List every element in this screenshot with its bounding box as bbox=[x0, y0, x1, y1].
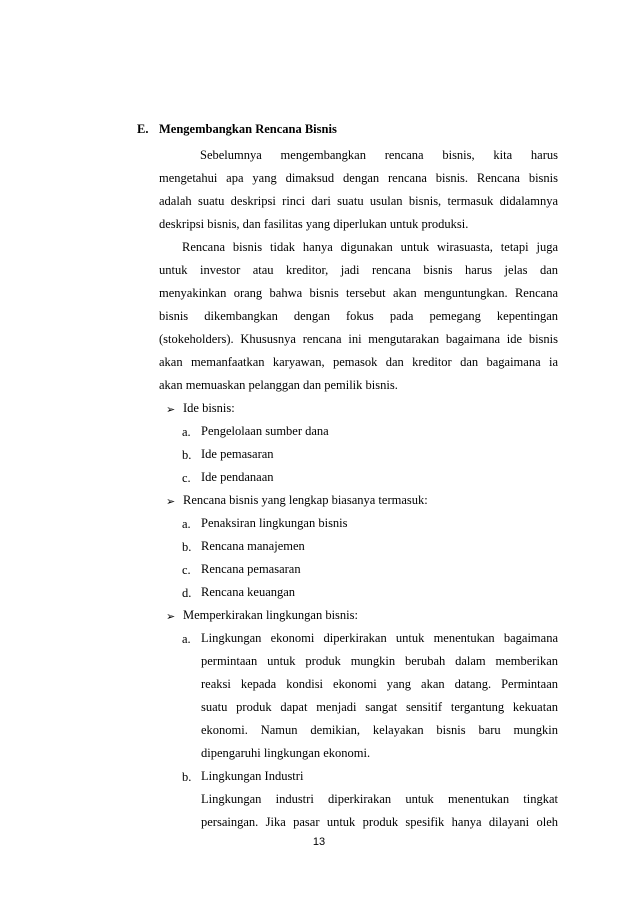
list-marker: b. bbox=[182, 540, 192, 554]
bullet-label: Rencana bisnis yang lengkap biasanya termasuk: bbox=[183, 493, 428, 507]
list-item: Ide pemasaran bbox=[201, 447, 274, 461]
list-marker: b. bbox=[182, 448, 192, 462]
list-item-continuation: Lingkungan industri diperkirakan untuk menentukan tingkat bbox=[201, 792, 558, 806]
list-item: Rencana pemasaran bbox=[201, 562, 301, 576]
list-item: Pengelolaan sumber dana bbox=[201, 424, 329, 438]
list-marker: c. bbox=[182, 563, 191, 577]
bullet-label: Memperkirakan lingkungan bisnis: bbox=[183, 608, 358, 622]
arrow-bullet-icon: ➢ bbox=[166, 404, 176, 416]
arrow-bullet-icon: ➢ bbox=[166, 496, 176, 508]
paragraph1-line: Sebelumnya mengembangkan rencana bisnis, kita harus bbox=[200, 148, 558, 162]
paragraph1-line: adalah suatu deskripsi rinci dari suatu usulan bisnis, termasuk didalamnya bbox=[159, 194, 558, 208]
list-marker: d. bbox=[182, 586, 192, 600]
list-marker: c. bbox=[182, 471, 191, 485]
list-item: Rencana manajemen bbox=[201, 539, 305, 553]
list-item: Rencana keuangan bbox=[201, 585, 296, 599]
paragraph2-line: akan memuaskan pelanggan dan pemilik bisnis. bbox=[159, 378, 398, 392]
page-number: 13 bbox=[312, 836, 326, 848]
list-item-continuation: persaingan. Jika pasar untuk produk spesifik hanya dilayani oleh bbox=[201, 815, 558, 829]
list-item: Lingkungan ekonomi diperkirakan untuk menentukan bagaimana bbox=[201, 631, 558, 645]
paragraph1-line: mengetahui apa yang dimaksud dengan rencana bisnis. Rencana bisnis bbox=[159, 171, 558, 185]
section-heading bbox=[137, 122, 337, 137]
list-marker: a. bbox=[182, 517, 191, 531]
paragraph2-line: untuk investor atau kreditor, jadi rencana bisnis harus jelas dan bbox=[159, 263, 558, 277]
list-marker: b. bbox=[182, 770, 192, 784]
list-item-continuation: suatu produk dapat menjadi sangat sensitif tergantung kekuatan bbox=[201, 700, 558, 714]
section-title: Mengembangkan Rencana Bisnis bbox=[159, 122, 337, 136]
arrow-bullet-icon: ➢ bbox=[166, 611, 176, 623]
list-item: Penaksiran lingkungan bisnis bbox=[201, 516, 348, 530]
list-item-continuation: dipengaruhi lingkungan ekonomi. bbox=[201, 746, 371, 760]
bullet-label: Ide bisnis: bbox=[183, 401, 235, 415]
list-item-continuation: ekonomi. Namun demikian, kelayakan bisnis baru mungkin bbox=[201, 723, 558, 737]
list-item-continuation: permintaan untuk produk mungkin berubah dalam memberikan bbox=[201, 654, 558, 668]
paragraph2-line: akan memanfaatkan karyawan, pemasok dan kreditor dan bagaimana ia bbox=[159, 355, 558, 369]
list-marker: a. bbox=[182, 632, 191, 646]
section-letter: E. bbox=[137, 122, 149, 136]
list-item: Lingkungan Industri bbox=[201, 769, 304, 783]
list-item-continuation: reaksi kepada kondisi ekonomi yang akan datang. Permintaan bbox=[201, 677, 558, 691]
list-item: Ide pendanaan bbox=[201, 470, 274, 484]
paragraph2-line: (stokeholders). Khususnya rencana ini mengutarakan bagaimana ide bisnis bbox=[159, 332, 558, 346]
paragraph2-line: bisnis dikembangkan dengan fokus pada pemegang kepentingan bbox=[159, 309, 558, 323]
paragraph2-line: menyakinkan orang bahwa bisnis tersebut akan menguntungkan. Rencana bbox=[159, 286, 558, 300]
paragraph1-line: deskripsi bisnis, dan fasilitas yang diperlukan untuk produksi. bbox=[159, 217, 469, 231]
list-marker: a. bbox=[182, 425, 191, 439]
paragraph2-line: Rencana bisnis tidak hanya digunakan untuk wirasuasta, tetapi juga bbox=[182, 240, 558, 254]
